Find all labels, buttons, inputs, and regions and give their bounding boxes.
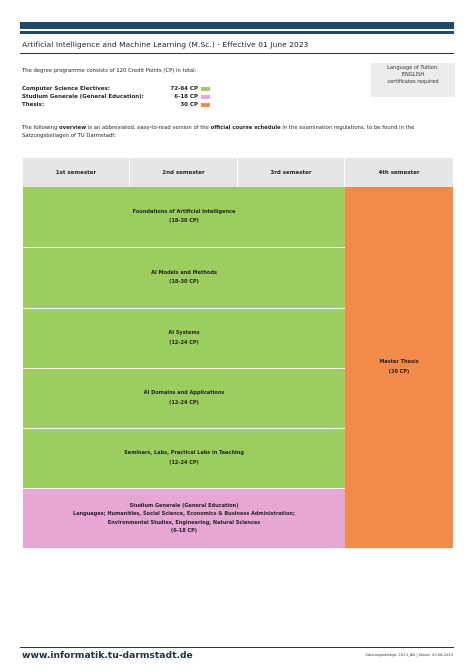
- module-name: AI Systems: [168, 330, 200, 336]
- language-value: ENGLISH: [401, 72, 425, 79]
- module-subjects: Languages; Humanities, Social Science, Economics & Business Administration;: [73, 511, 295, 517]
- module-master-thesis: [345, 187, 453, 548]
- header-bar: [20, 22, 454, 29]
- overview-text: in the examination regulations, to be found in the Satzungsbeilagen of TU Darmstadt:: [22, 125, 415, 139]
- page-title: Artificial Intelligence and Machine Learning (M.Sc.) - Effective 01 June 2023: [22, 40, 309, 49]
- credit-value: 30 CP: [180, 102, 198, 108]
- credit-row-thesis: [22, 101, 210, 109]
- overview-text: is an abbreviated, easy-to-read version of the: [86, 125, 211, 131]
- color-swatch-orange: [201, 103, 210, 108]
- module-cp: (18-30 CP): [169, 279, 199, 285]
- module-cp: (12-24 CP): [169, 339, 199, 346]
- credit-row-studium: [22, 93, 210, 101]
- module-models-methods: [23, 248, 345, 309]
- module-domains-applications: [23, 369, 345, 429]
- module-cp: (18-30 CP): [169, 218, 199, 224]
- module-cp: (6-18 CP): [170, 528, 198, 534]
- credit-label: Studium Generale (General Education):: [22, 94, 144, 100]
- credit-points-table: [22, 85, 210, 109]
- overview-paragraph: [22, 125, 462, 140]
- footer-url: www.informatik.tu-darmstadt.de: [22, 650, 193, 661]
- header-bar-thin: [20, 31, 454, 34]
- overview-text: The following: [22, 125, 60, 131]
- module-name: Foundations of Artificial Intelligence: [132, 208, 236, 215]
- module-cp: (12-24 CP): [169, 459, 199, 466]
- credit-value: 72-84 CP: [170, 86, 198, 92]
- semester-header-1: 1st semester: [23, 158, 130, 187]
- credit-value: 6-18 CP: [174, 94, 198, 100]
- module-systems: [23, 309, 345, 369]
- footer-meta: Satzungsbeilage: 2023_NN | Stand: 29.06.2023: [365, 653, 453, 657]
- credit-label: Thesis:: [22, 102, 45, 108]
- module-foundations: [23, 187, 345, 248]
- module-subjects: Environmental Studies, Engineering, Natural Sciences: [107, 519, 261, 526]
- module-name: AI Models and Methods: [151, 269, 217, 276]
- module-name: Master Thesis: [379, 359, 419, 365]
- language-label: Language of Tuition:: [387, 65, 439, 71]
- course-schedule-bold: official course schedule: [210, 125, 281, 131]
- semester-header-2: 2nd semester: [130, 158, 238, 187]
- language-box: [371, 63, 455, 97]
- certificate-note: certificates required: [387, 79, 439, 86]
- semester-header-4: 4th semester: [345, 158, 453, 187]
- footer-divider: [20, 647, 454, 648]
- module-seminars-labs: [23, 429, 345, 489]
- credit-row-electives: [22, 85, 210, 93]
- module-cp: (30 CP): [388, 368, 410, 375]
- module-name: Seminars, Labs, Practical Labs in Teaching: [124, 450, 244, 456]
- module-name: AI Domains and Applications: [143, 390, 225, 396]
- module-name: Studium Generale (General Education): [129, 502, 239, 509]
- study-plan-grid: [23, 158, 453, 548]
- intro-text: The degree programme consists of 120 Credit Points (CP) in total:: [22, 68, 197, 74]
- module-studium-generale: [23, 489, 345, 548]
- semester-header-3: 3rd semester: [238, 158, 345, 187]
- module-cp: (12-24 CP): [169, 399, 199, 406]
- color-swatch-pink: [201, 95, 210, 100]
- title-divider: [20, 53, 454, 54]
- overview-bold: overview: [59, 125, 87, 131]
- color-swatch-green: [201, 87, 210, 92]
- credit-label: Computer Science Electives:: [22, 86, 110, 92]
